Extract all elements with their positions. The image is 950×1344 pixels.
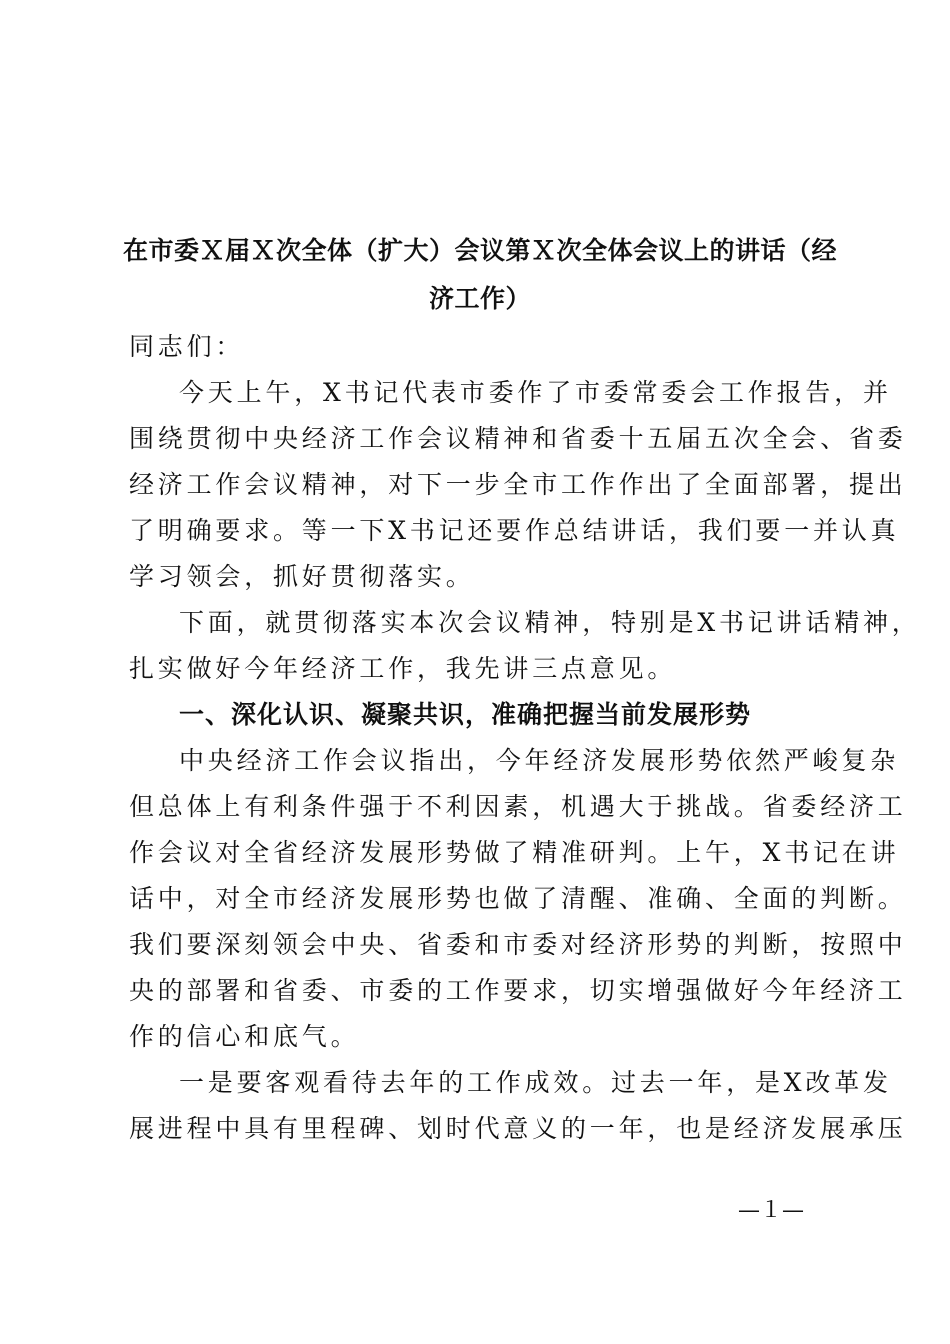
salutation: 同志们： <box>129 332 245 361</box>
document-title-line-1: 在市委Ｘ届Ｘ次全体（扩大）会议第Ｘ次全体会议上的讲话（经 <box>122 236 837 265</box>
body-line: 作会议对全省经济发展形势做了精准研判。上午，X书记在讲 <box>129 838 900 867</box>
body-line: 经济工作会议精神，对下一步全市工作作出了全面部署，提出 <box>129 470 907 499</box>
body-line: 话中，对全市经济发展形势也做了清醒、准确、全面的判断。 <box>129 884 907 913</box>
body-line: 了明确要求。等一下X书记还要作总结讲话，我们要一并认真 <box>129 516 900 545</box>
body-line: 今天上午，X书记代表市委作了市委常委会工作报告，并 <box>179 378 892 407</box>
page-number: —１— <box>738 1198 805 1223</box>
body-line: 作的信心和底气。 <box>129 1022 360 1051</box>
body-line: 但总体上有利条件强于不利因素，机遇大于挑战。省委经济工 <box>129 792 907 821</box>
body-line: 扎实做好今年经济工作，我先讲三点意见。 <box>129 654 677 683</box>
body-line: 中央经济工作会议指出，今年经济发展形势依然严峻复杂 <box>179 746 900 775</box>
body-line: 央的部署和省委、市委的工作要求，切实增强做好今年经济工 <box>129 976 907 1005</box>
body-line: 下面，就贯彻落实本次会议精神，特别是X书记讲话精神， <box>179 608 921 637</box>
body-line: 学习领会，抓好贯彻落实。 <box>129 562 475 591</box>
section-heading: 一、深化认识、凝聚共识，准确把握当前发展形势 <box>179 700 752 729</box>
body-line: 展进程中具有里程碑、划时代意义的一年，也是经济发展承压 <box>129 1114 907 1143</box>
body-line: 我们要深刻领会中央、省委和市委对经济形势的判断，按照中 <box>129 930 907 959</box>
body-line: 围绕贯彻中央经济工作会议精神和省委十五届五次全会、省委 <box>129 424 907 453</box>
body-line: 一是要客观看待去年的工作成效。过去一年，是X改革发 <box>179 1068 892 1097</box>
document-title-line-2: 济工作） <box>428 284 531 313</box>
